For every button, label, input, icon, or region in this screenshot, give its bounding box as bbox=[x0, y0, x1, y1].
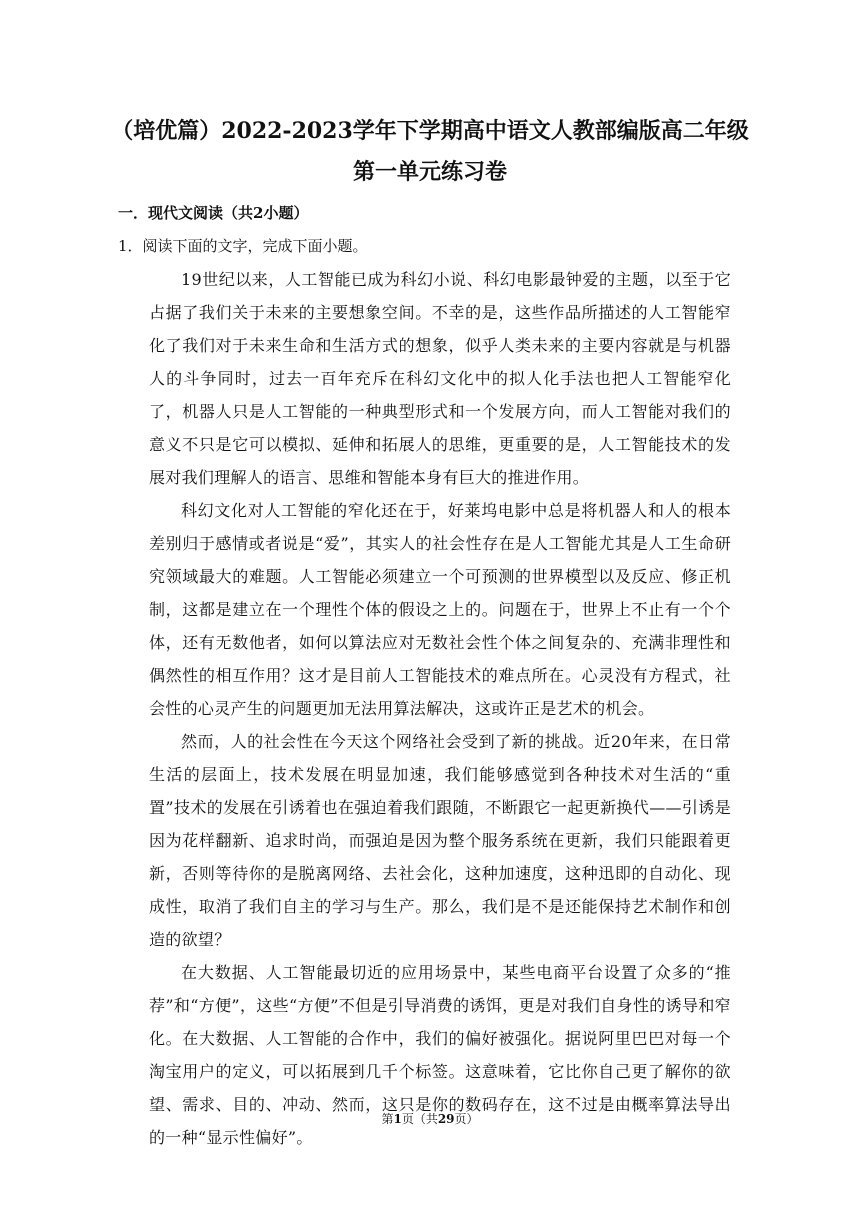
footer-page-number: 1 bbox=[393, 1112, 402, 1126]
page-footer bbox=[0, 1110, 860, 1128]
reading-passage bbox=[149, 263, 731, 1154]
footer-prefix: 第 bbox=[381, 1112, 394, 1126]
passage-paragraph-2: 科幻文化对人工智能的窄化还在于，好莱坞电影中总是将机器人和人的根本差别归于感情或者说是“爱”，其实人的社会性存在是人工智能尤其是人工生命研究领域最大的难题。人工智能必须建立一个可预测的世界模型以及反应、修正机制，这都是建立在一个理性个体的假设之上的。问题在于，世界上不止有一个个体，还有无数他者，如何以算法应对无数社会性个体之间复杂的、充满非理性和偶然性的相互作用？这才是目前人工智能技术的难点所在。心灵没有方程式，社会性的心灵产生的问题更加无法用算法解决，这或许正是艺术的机会。 bbox=[149, 501, 731, 718]
question-intro: 1．阅读下面的文字，完成下面小题。 bbox=[118, 237, 368, 255]
footer-suffix: 页） bbox=[454, 1112, 479, 1126]
footer-middle: 页（共 bbox=[401, 1112, 438, 1126]
passage-paragraph-4: 在大数据、人工智能最切近的应用场景中，某些电商平台设置了众多的“推荐”和“方便”，这些“方便”不但是引导消费的诱饵，更是对我们自身性的诱导和窄化。在大数据、人工智能的合作中，我们的偏好被强化。据说阿里巴巴对每一个淘宝用户的定义，可以拓展到几千个标签。这意味着，它比你自己更了解你的欲望、需求、目的、冲动、然而，这只是你的数码存在，这不过是由概率算法导出的一种“显示性偏好”。 bbox=[149, 963, 731, 1147]
section-heading: 一．现代文阅读（共2小题） bbox=[118, 204, 309, 222]
document-title-line-1: （培优篇）2022-2023学年下学期高中语文人教部编版高二年级 bbox=[111, 118, 749, 144]
footer-total-pages: 29 bbox=[437, 1112, 455, 1126]
passage-paragraph-1: 19世纪以来，人工智能已成为科幻小说、科幻电影最钟爱的主题，以至于它占据了我们关于未来的主要想象空间。不幸的是，这些作品所描述的人工智能窄化了我们对于未来生命和生活方式的想象，似乎人类未来的主要内容就是与机器人的斗争同时，过去一百年充斥在科幻文化中的拟人化手法也把人工智能窄化了，机器人只是人工智能的一种典型形式和一个发展方向，而人工智能对我们的意义不只是它可以模拟、延伸和拓展人的思维，更重要的是，人工智能技术的发展对我们理解人的语言、思维和智能本身有巨大的推进作用。 bbox=[149, 270, 731, 487]
passage-paragraph-3: 然而，人的社会性在今天这个网络社会受到了新的挑战。近20年来，在日常生活的层面上，技术发展在明显加速，我们能够感觉到各种技术对生活的“重置”技术的发展在引诱着也在强迫着我们跟随，不断跟它一起更新换代——引诱是因为花样翻新、追求时尚，而强迫是因为整个服务系统在更新，我们只能跟着更新，否则等待你的是脱离网络、去社会化，这种加速度，这种迅即的自动化、现成性，取消了我们自主的学习与生产。那么，我们是不是还能保持艺术制作和创造的欲望？ bbox=[149, 732, 731, 949]
document-title-line-2: 第一单元练习卷 bbox=[352, 159, 507, 185]
